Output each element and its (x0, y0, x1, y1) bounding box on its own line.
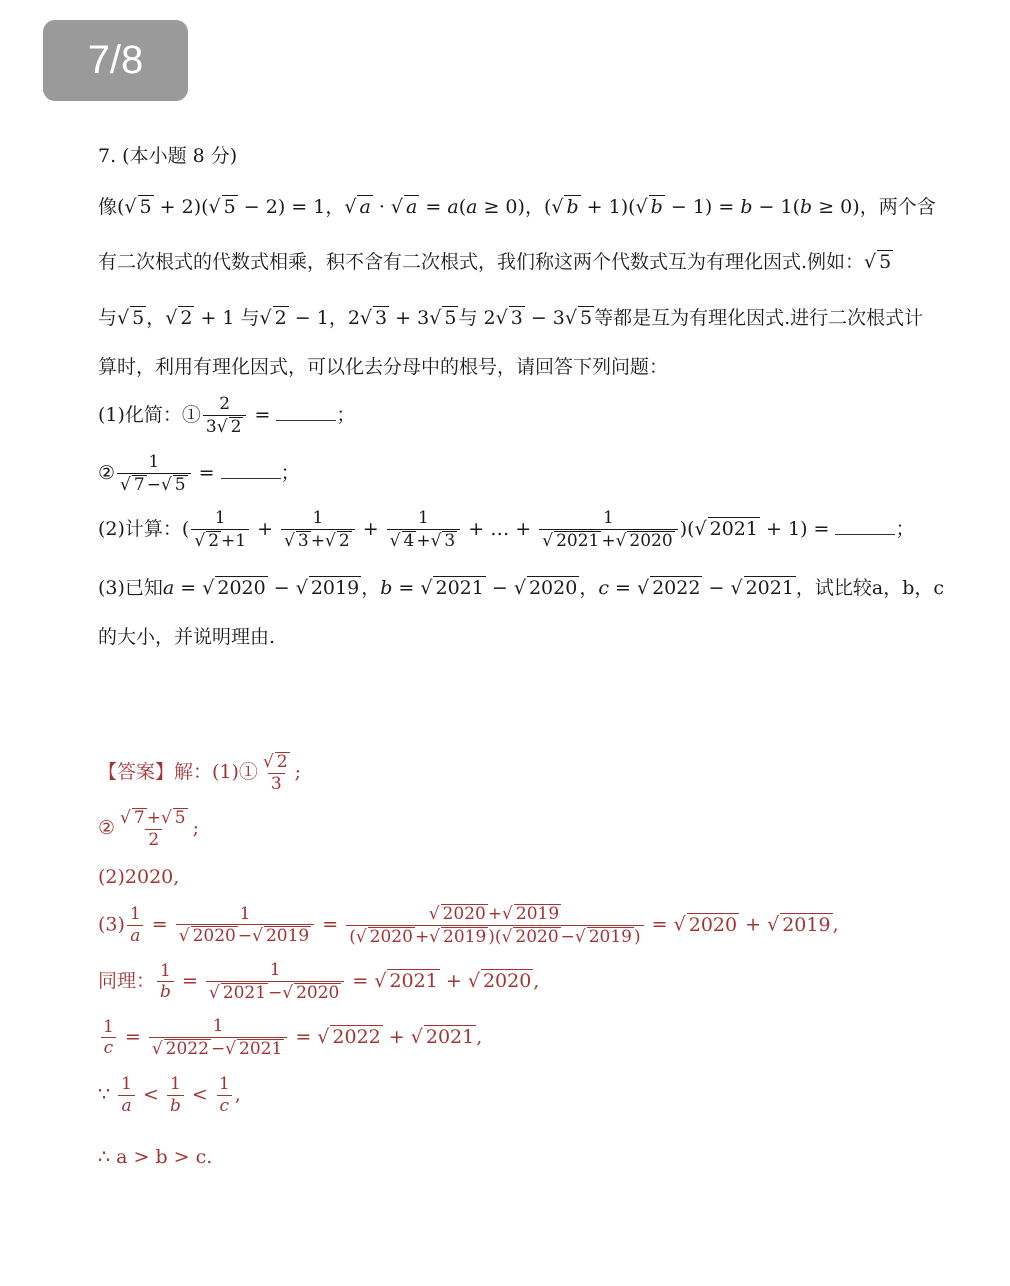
question-part1-1: (1)化简：① $\frac{2}{3√ 2}$ = ； (98, 394, 356, 437)
answer-part3-label: (3) (98, 913, 125, 936)
answer-part1-2: ② $\frac{√ 7 +√ 5}{2}$ ; (98, 808, 200, 850)
answer-therefore: ∴ a > b > c. (98, 1146, 213, 1168)
because-symbol: ∵ (98, 1083, 111, 1106)
similar-label: 同理： (98, 970, 156, 993)
intro-text: 像 (98, 196, 118, 218)
answer-label: 【答案】解：(1)① (98, 761, 258, 784)
answer-similar-b: 同理： $\frac{1}{b}$ = $\frac{1}{√ 2021 -√ 2020}$ = √ 2021 + √ 2020 , (98, 960, 540, 1003)
answer-because: ∵ $\frac{1}{a}$ < $\frac{1}{b}$ < $\frac{1}{c}$ , (98, 1074, 241, 1116)
part2-label: (2)计算： (98, 518, 182, 541)
question-part1-2: ② $\frac{1}{√ 7 -√ 5}$ = ； (98, 452, 300, 495)
question-header: 7. (本小题 8 分) (98, 145, 238, 167)
answer-similar-c: $\frac{1}{c}$ = $\frac{1}{√ 2022 -√ 2021}$ = √ 2022 + √ 2021 , (98, 1017, 482, 1059)
intro-text-2: 有二次根式的代数式相乘，积不含有二次根式，我们称这两个代数式互为有理化因式.例如： (98, 251, 865, 273)
question-part3: (3)已知a = √ 2020 − √ 2019 ，b = √ 2021 − √ 2020 ，c = √ 2022 − √ 2021 ，试比较a，b，c (98, 577, 945, 599)
question-intro-line2: 有二次根式的代数式相乘，积不含有二次根式，我们称这两个代数式互为有理化因式.例如：√ 5 (98, 251, 892, 273)
answer-part1-1: 【答案】解：(1)① $\frac{√ 2}{3}$ ; (98, 752, 301, 794)
answer-part3: (3) $\frac{1}{a}$ = $\frac{1}{√ 2020 -√ 2019}$ = $\frac{√ 2020 +√ 2019}{(√ 2020 +√ 2019 )(√ 2020 -√ 2019 )}$ = √ 2020 + √ 2019 , (98, 903, 839, 947)
part1-label: (1)化简：① (98, 404, 201, 427)
question-intro-line4: 算时，利用有理化因式，可以化去分母中的根号，请回答下列问题： (98, 356, 669, 378)
question-part2: (2)计算：( $\frac{1}{√ 2 +1}$ + $\frac{1}{√ 3 +√ 2}$ + $\frac{1}{√ 4 +√ 3}$ + … + $\frac{1}{√ 2021 +√ 2020}$ )(√ 2021 + 1) = ； (98, 508, 915, 551)
page-indicator (43, 20, 188, 101)
part3-label: (3)已知 (98, 577, 163, 599)
intro-text-tail: ，两个含 (859, 196, 936, 218)
part1b-label: ② (98, 462, 116, 485)
question-intro-line1: 像(√ 5 + 2)(√ 5 − 2) = 1，√ a · √ a = a(a ≥ 0)，(√ b + 1)(√ b − 1) = b − 1(b ≥ 0)，两个含 (98, 196, 936, 218)
part3-tail: ，试比较a，b，c (795, 577, 945, 599)
intro-text-3: 与 (98, 307, 118, 329)
question-part3-line2: 的大小，并说明理由. (98, 626, 276, 648)
page-indicator-label: 7/8 (87, 38, 144, 82)
intro-text-3-tail: 等都是互为有理化因式.进行二次根式计 (594, 307, 924, 329)
question-intro-line3: 与√ 5 ，√ 2 + 1 与√ 2 − 1，2√ 3 + 3√ 5 与 2√ 3 − 3√ 5 等都是互为有理化因式.进行二次根式计 (98, 307, 924, 329)
answer-part2: (2)2020, (98, 866, 180, 888)
